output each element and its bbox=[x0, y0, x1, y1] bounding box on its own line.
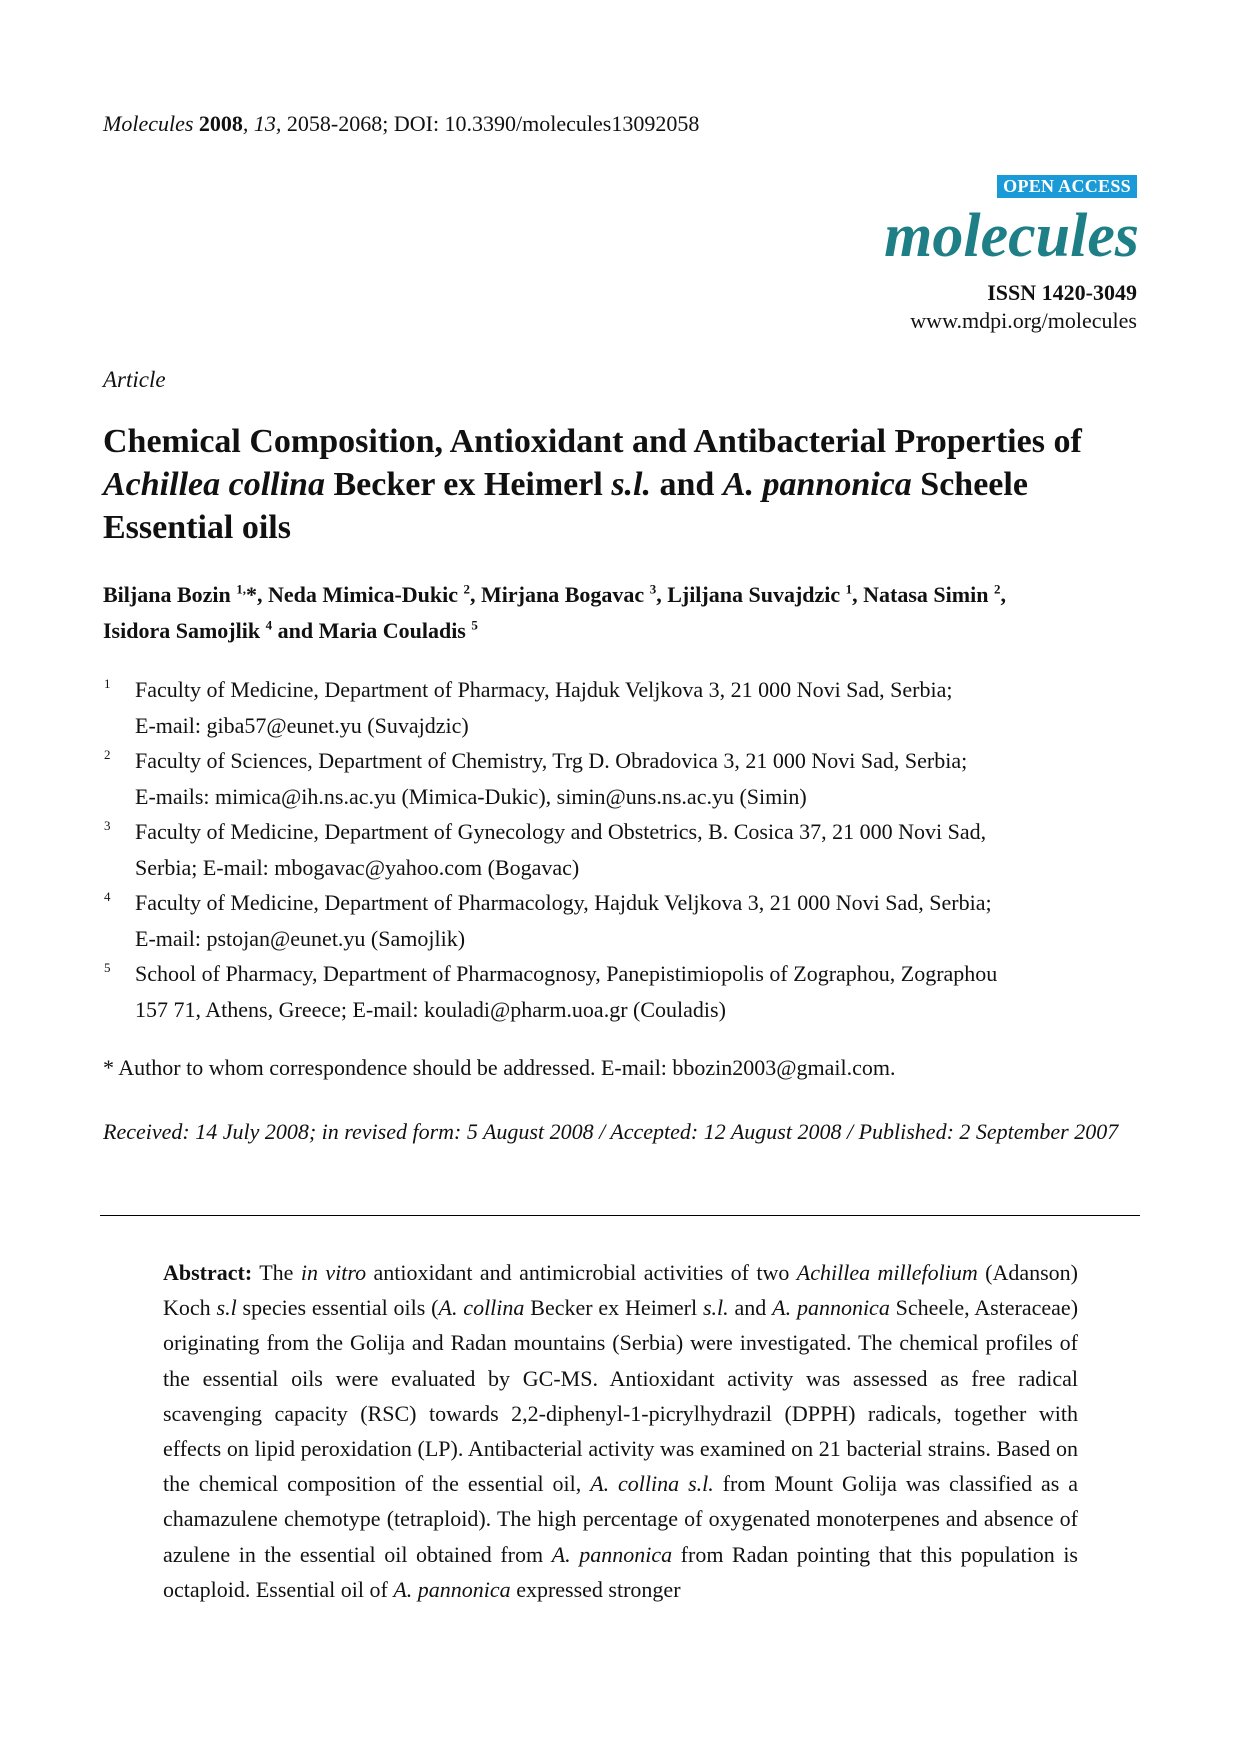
journal-url[interactable]: www.mdpi.org/molecules bbox=[910, 308, 1137, 333]
citation-year: 2008 bbox=[198, 111, 243, 136]
affiliation-number: 2 bbox=[104, 747, 111, 762]
abstract-italic-term: s.l. bbox=[702, 1295, 729, 1321]
abstract-text: Scheele, Asteraceae) originating from the Golija and Radan mountains (Serbia) were investigated. The chemical profiles of the essential oils were evaluated by GC-MS. Antioxidant activity was assessed as free radical scavenging capacity (RSC) towards 2,2-diphenyl-1-picrylhydrazil (DPPH) radicals, together with effects on lipid peroxidation (LP). Antibacterial activity was examined on 21 bacterial strains. Based on the chemical composition of the essential oil, bbox=[163, 1295, 1079, 1497]
author: Maria Couladis $^5$ bbox=[318, 617, 478, 643]
abstract-italic-term: A. pannonica bbox=[551, 1541, 673, 1567]
author: Natasa Simin $^2$, bbox=[863, 581, 1006, 607]
paper-title: Chemical Composition, Antioxidant and Antibacterial Properties of Achillea collina Becker ex Heimerl s.l. and A. pannonica Scheele Essential oils bbox=[103, 423, 1082, 546]
author: Mirjana Bogavac $^3$, bbox=[481, 581, 668, 607]
abstract-text: (Adanson) Koch bbox=[163, 1260, 1078, 1321]
abstract-text: Becker ex Heimerl bbox=[524, 1295, 703, 1321]
affiliation-number: 3 bbox=[104, 818, 111, 833]
abstract bbox=[163, 1255, 1078, 1607]
abstract-label: Abstract: bbox=[163, 1260, 253, 1285]
citation-line: Molecules 2008, 13, 2058-2068; DOI: 10.3390/molecules13092058 bbox=[103, 111, 700, 136]
abstract-italic-term: in vitro bbox=[300, 1260, 367, 1285]
issn: ISSN 1420-3049 bbox=[987, 280, 1137, 305]
abstract-text: from Mount Golija was classified as a chamazulene chemotype (tetraploid). The high percentage of oxygenated monoterpenes and absence of azulene in the essential oil obtained from bbox=[163, 1471, 1079, 1567]
citation-pages-doi: 2058-2068; DOI: 10.3390/molecules13092058 bbox=[286, 111, 700, 136]
affiliation: 4 Faculty of Medicine, Department of Pharmacology, Hajduk Veljkova 3, 21 000 Novi Sad, Serbia; E-mail: pstojan@eunet.yu (Samojlik) bbox=[103, 885, 1143, 956]
abstract-text: and bbox=[728, 1295, 773, 1321]
abstract-italic-term: A. collina s.l. bbox=[590, 1471, 714, 1497]
article-type: Article bbox=[103, 367, 166, 392]
abstract-text: The bbox=[252, 1260, 301, 1285]
author: Isidora Samojlik $^4$ and bbox=[103, 617, 319, 643]
open-access-badge: OPEN ACCESS bbox=[997, 175, 1137, 198]
abstract-italic-term: Achillea millefolium bbox=[796, 1260, 978, 1285]
section-divider bbox=[100, 1215, 1140, 1216]
author: Biljana Bozin $^{1,}$*, bbox=[103, 581, 268, 607]
publication-dates: Received: 14 July 2008; in revised form: 5 August 2008 / Accepted: 12 August 2008 / Published: 2 September 2007 bbox=[103, 1119, 1119, 1144]
journal-logo: molecules bbox=[884, 202, 1139, 270]
citation-volume: 13, bbox=[253, 111, 282, 136]
affiliation: 3 Faculty of Medicine, Department of Gynecology and Obstetrics, B. Cosica 37, 21 000 Novi Sad, Serbia; E-mail: mbogavac@yahoo.com (Bogavac) bbox=[103, 814, 1143, 885]
correspondence-note: * Author to whom correspondence should be addressed. E-mail: bbozin2003@gmail.com. bbox=[103, 1055, 896, 1080]
abstract-text: species essential oils ( bbox=[236, 1295, 439, 1321]
abstract-italic-term: A. pannonica bbox=[772, 1295, 890, 1321]
abstract-italic-term: A. pannonica bbox=[393, 1576, 511, 1602]
abstract-italic-term: A. collina bbox=[438, 1295, 525, 1321]
affiliation: 2 Faculty of Sciences, Department of Chemistry, Trg D. Obradovica 3, 21 000 Novi Sad, Serbia; E-mails: mimica@ih.ns.ac.yu (Mimica-Dukic), simin@uns.ns.ac.yu (Simin) bbox=[103, 743, 1143, 814]
affiliation: 5 School of Pharmacy, Department of Pharmacognosy, Panepistimiopolis of Zographou, Zographou 157 71, Athens, Greece; E-mail: kouladi@pharm.uoa.gr (Couladis) bbox=[103, 956, 1143, 1027]
abstract-text: antioxidant and antimicrobial activities of two bbox=[366, 1260, 797, 1285]
affiliation-list bbox=[103, 672, 1143, 1027]
abstract-italic-term: s.l bbox=[216, 1295, 237, 1321]
affiliation: 1 Faculty of Medicine, Department of Pharmacy, Hajduk Veljkova 3, 21 000 Novi Sad, Serbia; E-mail: giba57@eunet.yu (Suvajdzic) bbox=[103, 672, 1143, 743]
author: Neda Mimica-Dukic $^2$, bbox=[268, 581, 482, 607]
abstract-body bbox=[163, 1260, 1078, 1602]
author-list bbox=[103, 577, 1163, 649]
journal-name: Molecules bbox=[103, 111, 194, 136]
affiliation-number: 1 bbox=[104, 676, 111, 691]
title-species-1: Achillea collina bbox=[103, 466, 325, 503]
affiliation-number: 5 bbox=[104, 960, 111, 975]
abstract-text: expressed stronger bbox=[510, 1576, 681, 1602]
author: Ljiljana Suvajdzic $^1$, bbox=[667, 581, 864, 607]
title-species-2: A. pannonica bbox=[722, 466, 912, 503]
abstract-text: from Radan pointing that this population is octaploid. Essential oil of bbox=[163, 1541, 1078, 1602]
affiliation-number: 4 bbox=[104, 889, 111, 904]
